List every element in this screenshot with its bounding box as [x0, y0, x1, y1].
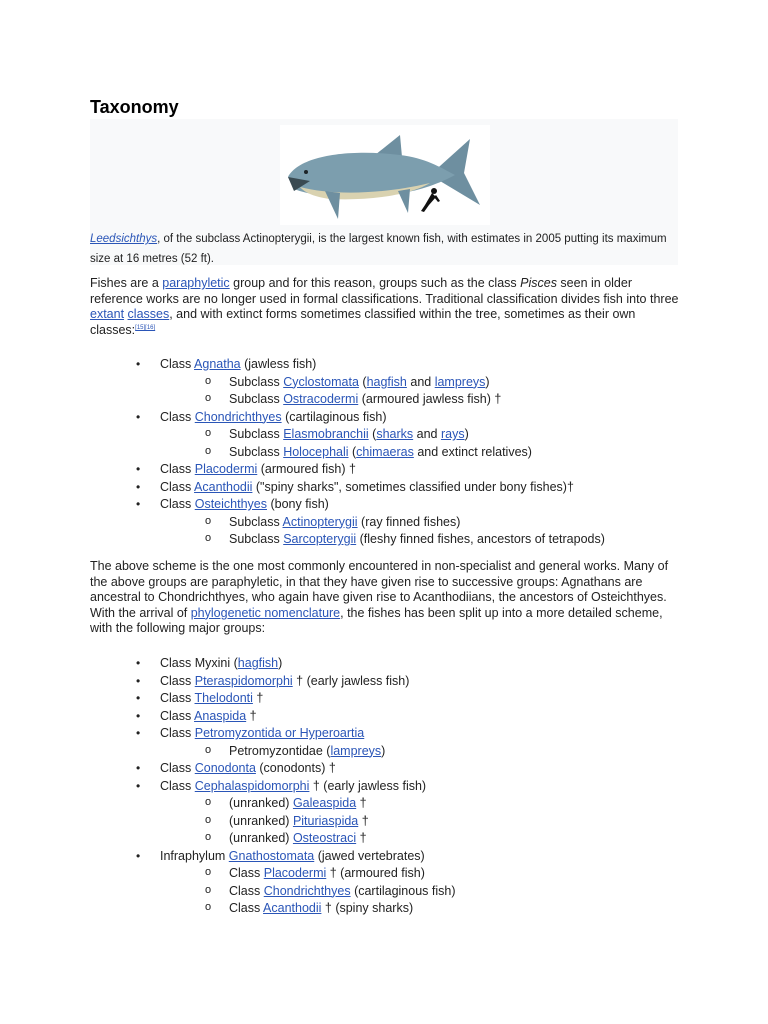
text-span: The above scheme is the one most commonly encountered in non-specialist and general works. Many of the above groups are paraphyletic, in that they have given rise to successive groups: Agnathans are ancestral to Chondrichthyes, who again have given rise to Acanthodiians, the ancestors of Osteichthyes. With the arrival of	[90, 559, 669, 620]
section-heading: Taxonomy	[90, 97, 179, 117]
leedsichthys-image	[280, 125, 490, 225]
link-osteostraci[interactable]: Osteostraci	[292, 831, 357, 845]
fish-eye	[304, 170, 308, 174]
link-lampreys[interactable]: lampreys	[330, 743, 382, 758]
list-item: o (unranked) Galeaspida †	[160, 795, 456, 813]
link-holocephali[interactable]: Holocephali	[283, 444, 349, 459]
link-thelodonti[interactable]: Thelodonti	[194, 691, 253, 705]
link-pituriaspida[interactable]: Pituriaspida	[292, 813, 359, 828]
list-item: o (unranked) Osteostraci †	[160, 830, 456, 848]
link-acanthodii[interactable]: Acanthodii	[263, 901, 322, 915]
link-chimaeras[interactable]: chimaeras	[356, 444, 414, 459]
list-item: • Infraphylum Gnathostomata (jawed vertebrates)	[160, 848, 456, 866]
pectoral-fin	[325, 191, 340, 219]
link-actinopterygii[interactable]: Actinopterygii	[282, 514, 358, 529]
link-galeaspida[interactable]: Galeaspida	[292, 796, 357, 810]
link-phylogenetic-nomenclature[interactable]: phylogenetic nomenclature	[190, 605, 341, 620]
phylogenetic-groups-list	[160, 655, 456, 918]
link-gnathostomata[interactable]: Gnathostomata	[228, 848, 315, 863]
link-chondrichthyes[interactable]: Chondrichthyes	[194, 409, 282, 424]
link-classes[interactable]: classes	[127, 307, 170, 322]
figure-box	[90, 119, 678, 265]
intro-paragraph	[90, 276, 680, 338]
link-cephalaspidomorphi[interactable]: Cephalaspidomorphi	[194, 778, 310, 793]
text-span: Fishes are a	[90, 276, 163, 290]
text-span: , the fishes has been split up into a more detailed scheme, with the following major groups:	[90, 605, 663, 636]
diver-silhouette	[421, 188, 440, 212]
link-pteraspidomorphi[interactable]: Pteraspidomorphi	[194, 673, 293, 688]
link-hagfish[interactable]: hagfish	[237, 656, 279, 670]
list-item: • Class Agnatha (jawless fish)	[160, 356, 605, 374]
link-extant[interactable]: extant	[90, 307, 125, 322]
link-anaspida[interactable]: Anaspida	[194, 708, 247, 723]
fish-illustration	[280, 125, 490, 225]
link-elasmobranchii[interactable]: Elasmobranchii	[283, 427, 369, 441]
list-item: o Class Chondrichthyes (cartilaginous fish)	[160, 883, 456, 901]
list-item: • Class Chondrichthyes (cartilaginous fish)	[160, 409, 605, 427]
list-item: o Subclass Elasmobranchii (sharks and rays)	[160, 426, 605, 444]
link-cyclostomata[interactable]: Cyclostomata	[283, 374, 359, 389]
text-span: , and with extinct forms sometimes classified within the tree, sometimes as their own classes:	[90, 307, 636, 337]
list-item: o Subclass Cyclostomata (hagfish and lampreys)	[160, 374, 605, 392]
list-item: • Class Anaspida †	[160, 708, 456, 726]
link-agnatha[interactable]: Agnatha	[194, 357, 241, 371]
link-lampreys[interactable]: lampreys	[434, 374, 486, 389]
link-chondrichthyes[interactable]: Chondrichthyes	[263, 883, 351, 898]
list-item: • Class Conodonta (conodonts) †	[160, 760, 456, 778]
list-item: o Subclass Ostracodermi (armoured jawless fish) †	[160, 391, 605, 409]
list-item: o (unranked) Pituriaspida †	[160, 813, 456, 831]
link-paraphyletic[interactable]: paraphyletic	[162, 276, 230, 290]
list-item: o Subclass Actinopterygii (ray finned fishes)	[160, 514, 605, 532]
list-item: • Class Acanthodii ("spiny sharks", sometimes classified under bony fishes)†	[160, 479, 605, 497]
pelvic-fin	[398, 189, 410, 213]
link-leedsichthys[interactable]: Leedsichthys	[90, 233, 158, 245]
list-item: • Class Placodermi (armoured fish) †	[160, 461, 605, 479]
text-span: seen in older reference works are no longer used in formal classifications. Traditional classification divides fish into three	[90, 276, 679, 306]
list-item: • Class Myxini (hagfish)	[160, 655, 456, 673]
list-item: • Class Cephalaspidomorphi † (early jawless fish)	[160, 778, 456, 796]
link-acanthodii[interactable]: Acanthodii	[194, 479, 253, 494]
scheme-paragraph	[90, 559, 680, 637]
list-item: o Class Placodermi † (armoured fish)	[160, 865, 456, 883]
link-petromyzontida[interactable]: Petromyzontida or Hyperoartia	[194, 726, 365, 740]
text-span: group and for this reason, groups such as the class	[229, 276, 521, 290]
list-item: o Class Acanthodii † (spiny sharks)	[160, 900, 456, 918]
link-conodonta[interactable]: Conodonta	[194, 761, 256, 775]
link-placodermi[interactable]: Placodermi	[263, 866, 327, 880]
list-item: • Class Pteraspidomorphi † (early jawless fish)	[160, 673, 456, 691]
list-item: • Class Osteichthyes (bony fish)	[160, 496, 605, 514]
figure-caption	[90, 229, 670, 269]
caption-text: , of the subclass Actinopterygii, is the largest known fish, with estimates in 2005 putting its maximum size at 16 metres (52 ft).	[90, 233, 667, 265]
link-osteichthyes[interactable]: Osteichthyes	[194, 497, 267, 511]
link-hagfish[interactable]: hagfish	[366, 374, 407, 389]
link-sarcopterygii[interactable]: Sarcopterygii	[283, 532, 357, 546]
link-placodermi[interactable]: Placodermi	[194, 462, 258, 476]
link-ostracodermi[interactable]: Ostracodermi	[283, 392, 359, 406]
list-item: o Subclass Sarcopterygii (fleshy finned fishes, ancestors of tetrapods)	[160, 531, 605, 549]
traditional-classification-list	[160, 356, 605, 549]
list-item: o Petromyzontidae (lampreys)	[160, 743, 456, 761]
list-item: o Subclass Holocephali (chimaeras and extinct relatives)	[160, 444, 605, 462]
list-item: • Class Petromyzontida or Hyperoartia	[160, 725, 456, 743]
link-sharks[interactable]: sharks	[376, 427, 414, 441]
link-rays[interactable]: rays	[440, 427, 465, 441]
list-item: • Class Thelodonti †	[160, 690, 456, 708]
citation-link[interactable]: [15][16]	[135, 324, 156, 331]
italic-pisces: Pisces	[520, 276, 557, 290]
